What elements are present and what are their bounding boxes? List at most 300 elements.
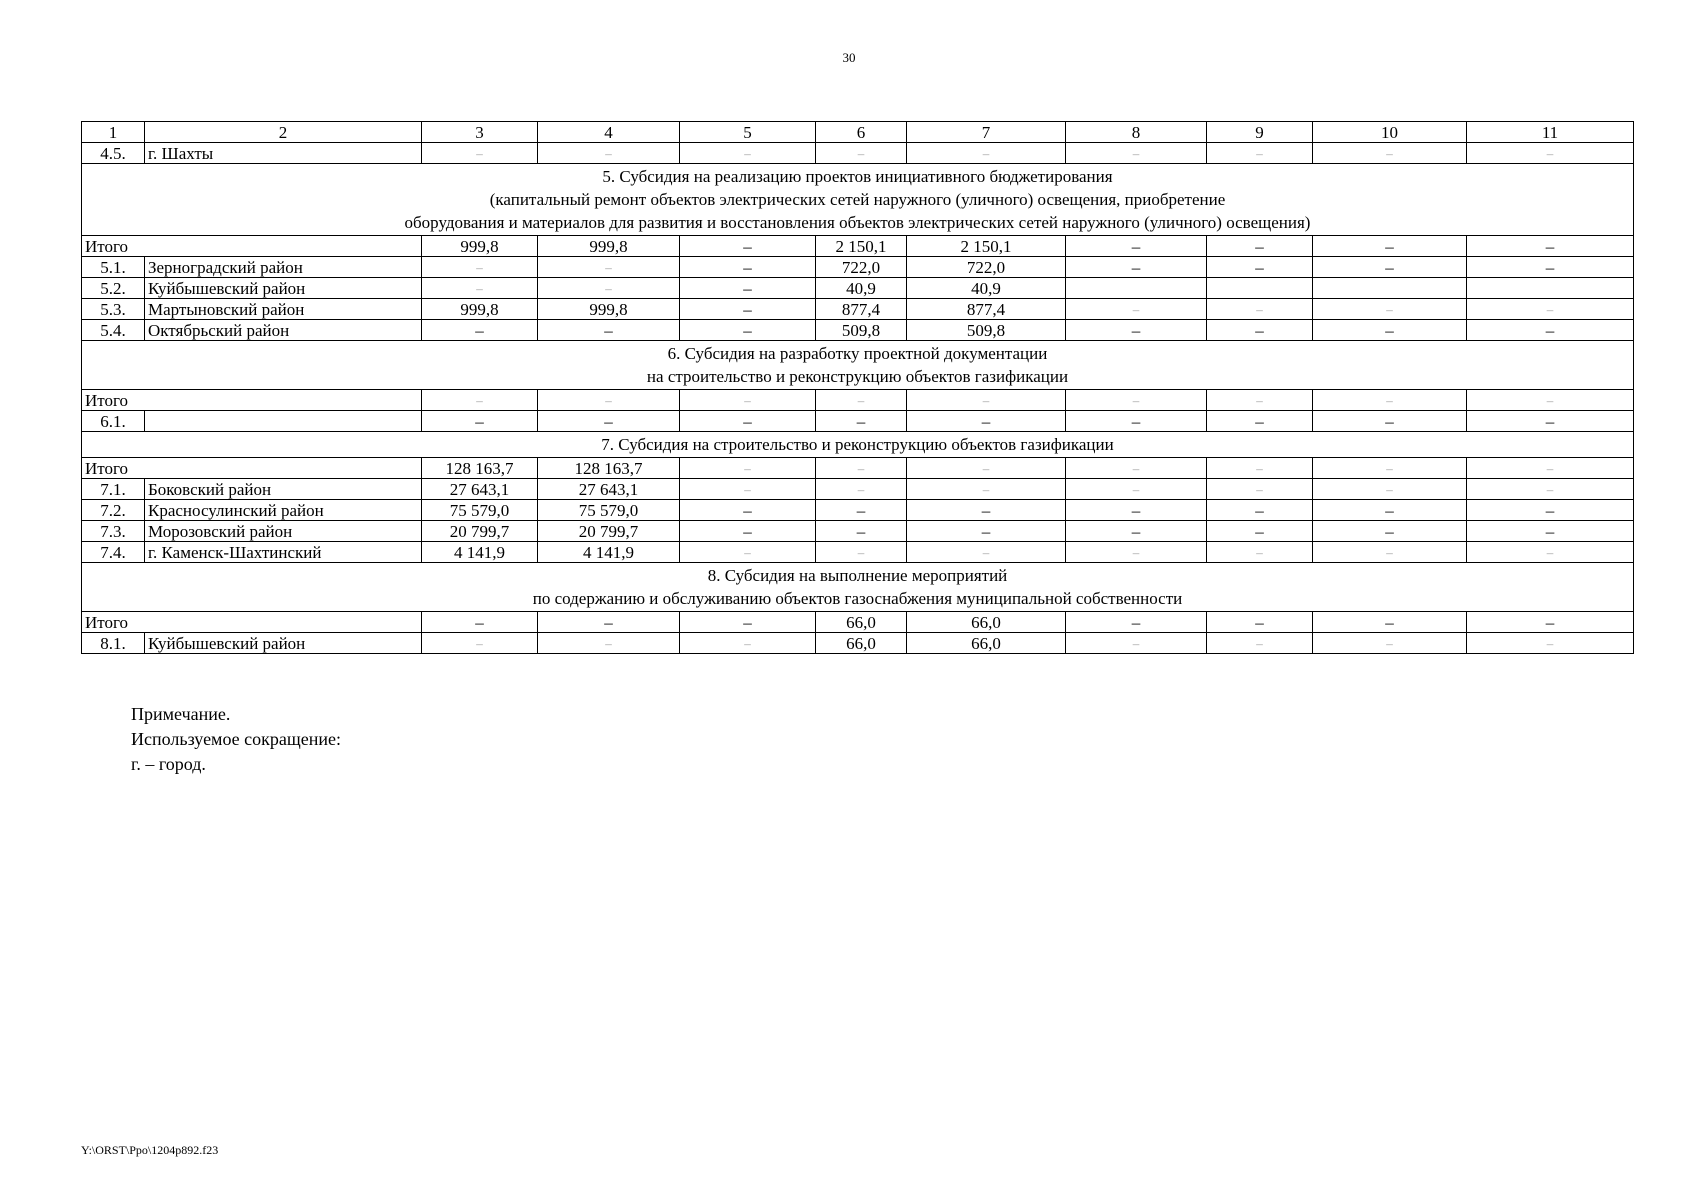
row-number: 5.4. <box>82 320 145 341</box>
value-col-7 <box>907 257 1066 278</box>
value-col-6 <box>816 299 907 320</box>
cell-value: – <box>856 412 866 431</box>
value-col-8 <box>1066 390 1207 411</box>
value-col-5 <box>680 633 816 654</box>
cell-value: – <box>857 461 865 476</box>
col-header-6: 6 <box>816 122 907 143</box>
value-col-11 <box>1467 278 1634 299</box>
value-col-10 <box>1313 542 1467 563</box>
col-header-2: 2 <box>145 122 422 143</box>
value-col-7 <box>907 633 1066 654</box>
section-title-row <box>82 164 1634 236</box>
value-col-10 <box>1313 257 1467 278</box>
value-col-11 <box>1467 236 1634 257</box>
value-col-7 <box>907 612 1066 633</box>
notes-abbreviation: г. – город. <box>131 754 206 774</box>
value-col-3 <box>422 521 538 542</box>
value-col-8 <box>1066 143 1207 164</box>
value-col-9 <box>1207 390 1313 411</box>
value-col-7 <box>907 500 1066 521</box>
row-number: 5.1. <box>82 257 145 278</box>
table-row <box>82 257 1634 278</box>
cell-value: – <box>476 393 483 408</box>
col-header-7: 7 <box>907 122 1066 143</box>
table-row <box>82 500 1634 521</box>
cell-value: – <box>1546 302 1554 317</box>
value-col-4 <box>538 299 680 320</box>
cell-value: – <box>1256 146 1263 161</box>
cell-value: – <box>743 501 752 520</box>
section-title-line: 8. Субсидия на выполнение мероприятий <box>707 566 1008 585</box>
cell-value: – <box>1256 636 1263 651</box>
cell-value: – <box>1386 482 1393 497</box>
value-col-5 <box>680 299 816 320</box>
row-number: 5.3. <box>82 299 145 320</box>
table-row <box>82 479 1634 500</box>
cell-value: 722,0 <box>841 258 881 277</box>
value-col-6 <box>816 633 907 654</box>
value-col-7 <box>907 390 1066 411</box>
value-col-10 <box>1313 411 1467 432</box>
value-col-5 <box>680 236 816 257</box>
row-number: 8.1. <box>82 633 145 654</box>
value-col-10 <box>1313 143 1467 164</box>
cell-value: – <box>856 522 866 541</box>
value-col-5 <box>680 521 816 542</box>
value-col-6 <box>816 390 907 411</box>
section-title-row <box>82 563 1634 612</box>
cell-value: – <box>1546 545 1554 560</box>
value-col-6 <box>816 278 907 299</box>
cell-value: – <box>743 613 752 632</box>
value-col-9 <box>1207 458 1313 479</box>
cell-value: – <box>1255 522 1264 541</box>
value-col-6 <box>816 236 907 257</box>
cell-value: – <box>982 461 990 476</box>
col-header-1: 1 <box>82 122 145 143</box>
total-row <box>82 390 1634 411</box>
cell-value: – <box>1545 522 1555 541</box>
notes <box>131 702 341 777</box>
cell-value: – <box>981 412 991 431</box>
cell-value: – <box>1256 482 1263 497</box>
value-col-7 <box>907 411 1066 432</box>
municipality-name: Морозовский район <box>145 521 422 542</box>
value-col-4 <box>538 257 680 278</box>
value-col-4 <box>538 633 680 654</box>
section-title <box>82 164 1634 236</box>
value-col-6 <box>816 320 907 341</box>
section-title-row <box>82 341 1634 390</box>
cell-value: – <box>1545 321 1555 340</box>
cell-value: – <box>1545 412 1555 431</box>
cell-value: 4 141,9 <box>454 543 505 562</box>
cell-value: – <box>1546 393 1554 408</box>
value-col-10 <box>1313 278 1467 299</box>
value-col-11 <box>1467 257 1634 278</box>
cell-value: – <box>605 636 612 651</box>
cell-value: – <box>475 412 484 431</box>
value-col-8 <box>1066 278 1207 299</box>
municipality-name: Зерноградский район <box>145 257 422 278</box>
value-col-3 <box>422 542 538 563</box>
cell-value: – <box>476 281 483 296</box>
cell-value: – <box>743 412 752 431</box>
value-col-6 <box>816 612 907 633</box>
value-col-8 <box>1066 521 1207 542</box>
cell-value: – <box>857 545 865 560</box>
row-number: 7.1. <box>82 479 145 500</box>
cell-value: – <box>604 412 613 431</box>
cell-value: – <box>1385 237 1394 256</box>
page-number: 30 <box>842 50 856 65</box>
column-number-row <box>82 122 1634 143</box>
value-col-9 <box>1207 542 1313 563</box>
cell-value: – <box>743 279 752 298</box>
value-col-7 <box>907 458 1066 479</box>
cell-value: – <box>1385 321 1394 340</box>
cell-value: – <box>1546 636 1554 651</box>
cell-value: – <box>1255 412 1264 431</box>
value-col-6 <box>816 521 907 542</box>
value-col-10 <box>1313 390 1467 411</box>
value-col-5 <box>680 390 816 411</box>
cell-value: 66,0 <box>971 613 1001 632</box>
municipality-name: Куйбышевский район <box>145 278 422 299</box>
value-col-11 <box>1467 458 1634 479</box>
value-col-7 <box>907 299 1066 320</box>
cell-value: 2 150,1 <box>835 237 887 256</box>
cell-value: – <box>1546 146 1554 161</box>
value-col-9 <box>1207 143 1313 164</box>
cell-value: – <box>857 393 865 408</box>
value-col-11 <box>1467 411 1634 432</box>
value-col-4 <box>538 542 680 563</box>
cell-value: 509,8 <box>966 321 1006 340</box>
cell-value: – <box>1132 636 1140 651</box>
cell-value: – <box>743 258 752 277</box>
value-col-3 <box>422 479 538 500</box>
value-col-3 <box>422 411 538 432</box>
value-col-4 <box>538 390 680 411</box>
cell-value: – <box>1131 237 1141 256</box>
cell-value: – <box>1132 302 1140 317</box>
value-col-5 <box>680 458 816 479</box>
value-col-8 <box>1066 299 1207 320</box>
table-row <box>82 542 1634 563</box>
value-col-5 <box>680 542 816 563</box>
table-row <box>82 143 1634 164</box>
cell-value: – <box>1255 501 1264 520</box>
cell-value: – <box>982 545 990 560</box>
value-col-6 <box>816 411 907 432</box>
value-col-9 <box>1207 278 1313 299</box>
cell-value: – <box>743 300 752 319</box>
cell-value: – <box>476 636 483 651</box>
cell-value: – <box>605 393 612 408</box>
value-col-10 <box>1313 500 1467 521</box>
section-title-line: 7. Субсидия на строительство и реконструкцию объектов газификации <box>601 435 1114 454</box>
cell-value: 999,8 <box>589 237 628 256</box>
cell-value: – <box>857 146 865 161</box>
value-col-9 <box>1207 521 1313 542</box>
value-col-10 <box>1313 479 1467 500</box>
value-col-10 <box>1313 236 1467 257</box>
municipality-name: Мартыновский район <box>145 299 422 320</box>
cell-value: – <box>1385 501 1394 520</box>
value-col-11 <box>1467 521 1634 542</box>
cell-value: – <box>1132 482 1140 497</box>
value-col-11 <box>1467 390 1634 411</box>
value-col-8 <box>1066 411 1207 432</box>
cell-value: – <box>1132 461 1140 476</box>
value-col-8 <box>1066 236 1207 257</box>
value-col-7 <box>907 521 1066 542</box>
cell-value: – <box>475 321 484 340</box>
value-col-10 <box>1313 458 1467 479</box>
total-label: Итого <box>82 390 422 411</box>
value-col-4 <box>538 320 680 341</box>
value-col-9 <box>1207 236 1313 257</box>
value-col-6 <box>816 257 907 278</box>
municipality-name: г. Каменск-Шахтинский <box>145 542 422 563</box>
table-body <box>82 122 1634 654</box>
value-col-3 <box>422 390 538 411</box>
value-col-3 <box>422 320 538 341</box>
value-col-8 <box>1066 612 1207 633</box>
cell-value: – <box>1386 545 1393 560</box>
cell-value: – <box>1386 146 1393 161</box>
cell-value: – <box>1545 613 1555 632</box>
value-col-3 <box>422 299 538 320</box>
total-label: Итого <box>82 612 422 633</box>
value-col-6 <box>816 542 907 563</box>
cell-value: – <box>1545 501 1555 520</box>
value-col-4 <box>538 278 680 299</box>
municipality-name: Красносулинский район <box>145 500 422 521</box>
cell-value: – <box>1256 461 1263 476</box>
value-col-9 <box>1207 411 1313 432</box>
table-row <box>82 633 1634 654</box>
cell-value: – <box>857 482 865 497</box>
cell-value: 40,9 <box>971 279 1001 298</box>
section-title-line: 5. Субсидия на реализацию проектов инициативного бюджетирования <box>602 167 1113 186</box>
row-number: 5.2. <box>82 278 145 299</box>
section-title <box>82 432 1634 458</box>
cell-value: 877,4 <box>966 300 1006 319</box>
cell-value: 20 799,7 <box>449 522 510 541</box>
value-col-5 <box>680 612 816 633</box>
value-col-8 <box>1066 542 1207 563</box>
section-title-line: 6. Субсидия на разработку проектной документации <box>667 344 1048 363</box>
cell-value: 27 643,1 <box>578 480 639 499</box>
cell-value: – <box>475 613 484 632</box>
notes-heading: Примечание. <box>131 704 231 724</box>
section-title-line: на строительство и реконструкцию объектов газификации <box>646 367 1069 386</box>
section-title-line: по содержанию и обслуживанию объектов газоснабжения муниципальной собственности <box>532 589 1183 608</box>
cell-value: – <box>604 321 613 340</box>
value-col-6 <box>816 479 907 500</box>
cell-value: – <box>1546 461 1554 476</box>
municipality-name <box>145 411 422 432</box>
section-title-line: оборудования и материалов для развития и восстановления объектов электрических сетей наружного (уличного) освещения) <box>404 213 1311 232</box>
value-col-7 <box>907 278 1066 299</box>
cell-value: 27 643,1 <box>449 480 510 499</box>
value-col-9 <box>1207 299 1313 320</box>
cell-value: – <box>744 545 751 560</box>
value-col-5 <box>680 257 816 278</box>
municipality-name: г. Шахты <box>145 143 422 164</box>
cell-value: 999,8 <box>460 300 499 319</box>
value-col-11 <box>1467 500 1634 521</box>
cell-value: – <box>743 321 752 340</box>
cell-value: 40,9 <box>846 279 876 298</box>
value-col-3 <box>422 633 538 654</box>
col-header-8: 8 <box>1066 122 1207 143</box>
col-header-10: 10 <box>1313 122 1467 143</box>
table-row <box>82 299 1634 320</box>
value-col-7 <box>907 236 1066 257</box>
cell-value: – <box>1131 522 1141 541</box>
cell-value: – <box>604 613 613 632</box>
cell-value: – <box>1386 636 1393 651</box>
file-path-footer: Y:\ORST\Ppo\1204p892.f23 <box>81 1143 219 1157</box>
cell-value: 128 163,7 <box>445 459 514 478</box>
value-col-8 <box>1066 479 1207 500</box>
cell-value: – <box>1255 321 1264 340</box>
value-col-5 <box>680 278 816 299</box>
row-number: 7.2. <box>82 500 145 521</box>
cell-value: 75 579,0 <box>449 501 510 520</box>
section-title-row <box>82 432 1634 458</box>
value-col-11 <box>1467 633 1634 654</box>
cell-value: – <box>605 281 612 296</box>
total-row <box>82 458 1634 479</box>
value-col-8 <box>1066 633 1207 654</box>
cell-value: – <box>1132 393 1140 408</box>
cell-value: – <box>744 393 751 408</box>
cell-value: – <box>1256 302 1263 317</box>
col-header-9: 9 <box>1207 122 1313 143</box>
municipality-name: Куйбышевский район <box>145 633 422 654</box>
value-col-11 <box>1467 143 1634 164</box>
value-col-4 <box>538 521 680 542</box>
value-col-6 <box>816 143 907 164</box>
cell-value: – <box>1545 237 1555 256</box>
value-col-3 <box>422 143 538 164</box>
cell-value: 877,4 <box>841 300 881 319</box>
value-col-5 <box>680 411 816 432</box>
row-number: 7.4. <box>82 542 145 563</box>
table-row <box>82 320 1634 341</box>
cell-value: – <box>605 260 612 275</box>
value-col-11 <box>1467 320 1634 341</box>
value-col-11 <box>1467 612 1634 633</box>
value-col-10 <box>1313 612 1467 633</box>
col-header-11: 11 <box>1467 122 1634 143</box>
cell-value: – <box>476 146 483 161</box>
table-row <box>82 411 1634 432</box>
value-col-6 <box>816 458 907 479</box>
cell-value: – <box>1255 613 1264 632</box>
cell-value: 75 579,0 <box>578 501 639 520</box>
cell-value: – <box>1131 321 1141 340</box>
value-col-7 <box>907 143 1066 164</box>
cell-value: – <box>476 260 483 275</box>
total-label: Итого <box>82 236 422 257</box>
value-col-7 <box>907 479 1066 500</box>
subsidy-table <box>81 121 1634 654</box>
col-header-5: 5 <box>680 122 816 143</box>
municipality-name: Октябрьский район <box>145 320 422 341</box>
value-col-9 <box>1207 633 1313 654</box>
cell-value: – <box>981 522 991 541</box>
section-title <box>82 563 1634 612</box>
cell-value: – <box>1256 545 1263 560</box>
cell-value: – <box>982 393 990 408</box>
section-title-line: (капитальный ремонт объектов электрических сетей наружного (уличного) освещения, приобретение <box>489 190 1226 209</box>
value-col-5 <box>680 479 816 500</box>
cell-value: – <box>982 146 990 161</box>
cell-value: – <box>982 482 990 497</box>
value-col-11 <box>1467 479 1634 500</box>
value-col-10 <box>1313 299 1467 320</box>
cell-value: 2 150,1 <box>960 237 1012 256</box>
value-col-9 <box>1207 257 1313 278</box>
municipality-name: Боковский район <box>145 479 422 500</box>
cell-value: – <box>1256 393 1263 408</box>
value-col-10 <box>1313 633 1467 654</box>
cell-value: 66,0 <box>971 634 1001 653</box>
row-number: 4.5. <box>82 143 145 164</box>
cell-value: – <box>744 482 751 497</box>
value-col-3 <box>422 278 538 299</box>
total-row <box>82 236 1634 257</box>
cell-value: 66,0 <box>846 634 876 653</box>
col-header-3: 3 <box>422 122 538 143</box>
value-col-11 <box>1467 542 1634 563</box>
cell-value: – <box>743 522 752 541</box>
value-col-3 <box>422 236 538 257</box>
cell-value: – <box>1385 412 1394 431</box>
value-col-6 <box>816 500 907 521</box>
cell-value: 66,0 <box>846 613 876 632</box>
cell-value: – <box>1131 258 1141 277</box>
total-row <box>82 612 1634 633</box>
notes-abbreviation-label: Используемое сокращение: <box>131 729 341 749</box>
value-col-7 <box>907 542 1066 563</box>
value-col-5 <box>680 320 816 341</box>
cell-value: – <box>1385 522 1394 541</box>
cell-value: – <box>1132 146 1140 161</box>
value-col-5 <box>680 143 816 164</box>
value-col-5 <box>680 500 816 521</box>
cell-value: – <box>981 501 991 520</box>
value-col-7 <box>907 320 1066 341</box>
cell-value: – <box>605 146 612 161</box>
cell-value: – <box>1386 302 1393 317</box>
table-row <box>82 278 1634 299</box>
cell-value: 999,8 <box>589 300 628 319</box>
cell-value: – <box>1132 545 1140 560</box>
cell-value: – <box>744 636 751 651</box>
cell-value: – <box>743 237 752 256</box>
value-col-4 <box>538 143 680 164</box>
value-col-3 <box>422 612 538 633</box>
cell-value: – <box>1385 613 1394 632</box>
value-col-4 <box>538 458 680 479</box>
value-col-4 <box>538 236 680 257</box>
